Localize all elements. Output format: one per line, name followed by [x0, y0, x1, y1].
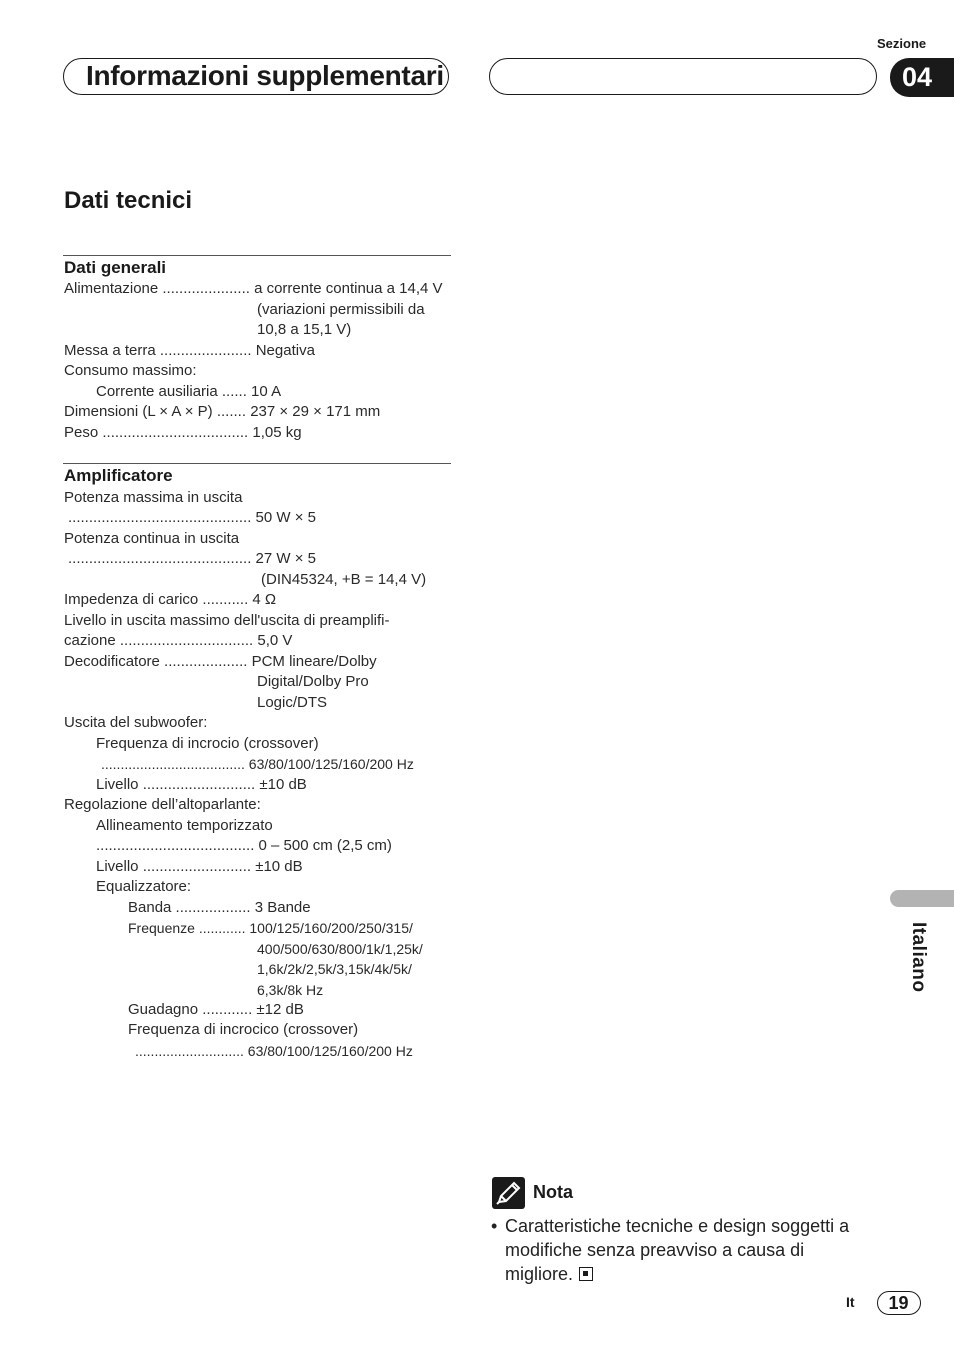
spec-line: 400/500/630/800/1k/1,25k/	[257, 941, 423, 957]
pencil-note-icon	[492, 1177, 525, 1209]
spec-line: Frequenze ............ 100/125/160/200/250/315/	[128, 920, 413, 936]
section-number: 04	[902, 62, 933, 92]
spec-line: Peso ................................... 1,05 kg	[64, 424, 302, 441]
spec-line: Banda .................. 3 Bande	[128, 899, 311, 916]
spec-line: Uscita del subwoofer:	[64, 714, 208, 731]
spec-line: Alimentazione ..................... a corrente continua a 14,4 V	[64, 280, 443, 297]
page-number: 19	[888, 1293, 909, 1313]
spec-line: Guadagno ............ ±12 dB	[128, 1001, 304, 1018]
section-number-tab	[890, 58, 954, 97]
end-mark-icon	[579, 1267, 593, 1281]
spec-line: Dimensioni (L × A × P) ....... 237 × 29 × 171 mm	[64, 403, 381, 420]
page-heading: Dati tecnici	[64, 187, 193, 214]
spec-line: cazione ................................ 5,0 V	[64, 632, 293, 649]
group-title-amplificatore: Amplificatore	[64, 466, 173, 485]
section-divider	[63, 463, 451, 464]
spec-line: Livello ........................... ±10 dB	[96, 776, 307, 793]
note-label: Nota	[533, 1182, 573, 1202]
spec-line: Equalizzatore:	[96, 878, 192, 895]
spec-line: Messa a terra ...................... Negativa	[64, 342, 315, 359]
note-text: Caratteristiche tecniche e design soggetti a modifiche senza preavviso a causa di migliore.	[505, 1216, 850, 1284]
spec-line: Decodificatore .................... PCM lineare/Dolby	[64, 653, 377, 670]
spec-line: (DIN45324, +B = 14,4 V)	[261, 571, 427, 588]
bullet: •	[491, 1216, 498, 1236]
spec-line: Potenza continua in uscita	[64, 530, 240, 547]
spec-line: Livello in uscita massimo dell'uscita di preamplifi-	[64, 612, 390, 629]
page-number-pill	[877, 1291, 921, 1315]
spec-line: (variazioni permissibili da	[257, 301, 425, 318]
spec-line: Livello .......................... ±10 dB	[96, 858, 303, 875]
chapter-title-pill	[63, 58, 449, 95]
spec-line: Corrente ausiliaria ...... 10 A	[96, 383, 282, 400]
language-code: It	[846, 1294, 855, 1310]
spec-line: Regolazione dell’altoparlante:	[64, 796, 261, 813]
spec-line: Impedenza di carico ........... 4 Ω	[64, 591, 277, 608]
spec-line: Logic/DTS	[257, 694, 328, 711]
spec-line: 6,3k/8k Hz	[257, 982, 324, 998]
header-empty-pill	[489, 58, 877, 95]
spec-line: Frequenza di incrocio (crossover)	[96, 735, 319, 752]
spec-line: 1,6k/2k/2,5k/3,15k/4k/5k/	[257, 961, 412, 977]
section-divider	[63, 255, 451, 256]
chapter-title: Informazioni supplementari	[86, 60, 444, 91]
spec-line: ..................................... 63/80/100/125/160/200 Hz	[101, 756, 414, 772]
spec-line: Potenza massima in uscita	[64, 489, 243, 506]
spec-line: ............................................ 50 W × 5	[68, 509, 316, 526]
spec-line: Frequenza di incrocico (crossover)	[128, 1021, 359, 1038]
spec-line: Allineamento temporizzato	[96, 817, 273, 834]
language-label: Italiano	[908, 922, 929, 993]
spec-line: ............................ 63/80/100/125/160/200 Hz	[135, 1043, 413, 1059]
spec-line: ...................................... 0 – 500 cm (2,5 cm)	[96, 837, 392, 854]
spec-line: 10,8 a 15,1 V)	[257, 321, 352, 338]
spec-line: Consumo massimo:	[64, 362, 197, 379]
spec-line: Digital/Dolby Pro	[257, 673, 369, 690]
group-title-dati-generali: Dati generali	[64, 258, 167, 277]
language-tab	[890, 890, 954, 907]
spec-line: ............................................ 27 W × 5	[68, 550, 316, 567]
section-label: Sezione	[877, 36, 927, 51]
